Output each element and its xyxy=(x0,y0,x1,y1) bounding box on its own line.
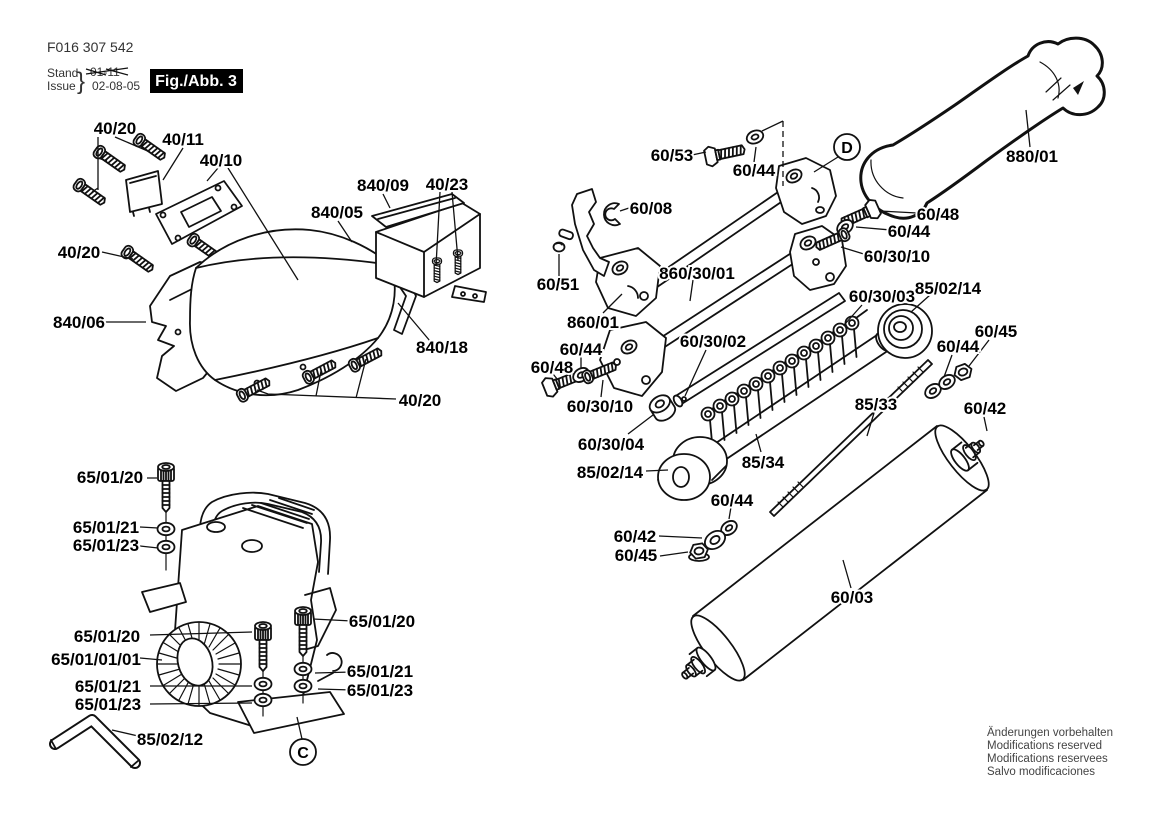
part-label: 60/42 xyxy=(613,527,657,546)
document-number: F016 307 542 xyxy=(47,39,134,55)
part-label: 40/23 xyxy=(425,175,469,194)
cap-nut-drawing xyxy=(554,243,565,252)
engine-mount-plates-drawing xyxy=(126,171,242,244)
part-label: 60/48 xyxy=(530,358,574,377)
header-block xyxy=(47,39,243,95)
stand-label: Stand xyxy=(47,66,79,80)
part-label: 60/30/10 xyxy=(566,397,634,416)
part-label: 60/44 xyxy=(559,340,603,359)
part-label: 40/20 xyxy=(57,243,101,262)
part-label: 60/30/04 xyxy=(577,435,645,454)
part-label: 880/01 xyxy=(1006,147,1058,166)
footer-note-fr: Modifications reservees xyxy=(987,753,1108,765)
callout-c-letter: C xyxy=(297,745,309,762)
part-label: 65/01/20 xyxy=(76,468,144,487)
part-label: 65/01/21 xyxy=(74,677,142,696)
part-label: 60/44 xyxy=(887,222,931,241)
hex-key-drawing xyxy=(51,720,139,767)
figure-label: Fig./Abb. 3 xyxy=(155,73,237,90)
part-label: 840/09 xyxy=(357,176,409,195)
footer-note-es: Salvo modificaciones xyxy=(987,766,1096,778)
callout-d-letter: D xyxy=(841,140,853,157)
part-label: 60/03 xyxy=(830,588,874,607)
footer-note-de: Änderungen vorbehalten xyxy=(987,727,1113,739)
tine-shaft-drawing xyxy=(647,293,845,424)
part-label: 60/44 xyxy=(732,161,776,180)
part-label: 65/01/23 xyxy=(346,681,414,700)
part-label: 85/02/14 xyxy=(914,279,982,298)
part-label: 65/01/01/01 xyxy=(51,650,141,669)
part-label: 85/02/14 xyxy=(576,463,644,482)
drive-belt-drawing xyxy=(861,38,1104,218)
part-label: 65/01/21 xyxy=(72,518,140,537)
part-label: 60/08 xyxy=(629,199,673,218)
part-label: 85/33 xyxy=(854,395,898,414)
part-label: 60/30/02 xyxy=(679,332,747,351)
part-label: 40/10 xyxy=(199,151,243,170)
retainer-clip-drawing xyxy=(327,653,342,671)
frame-bracket-right-upper xyxy=(776,158,836,224)
part-label: 60/42 xyxy=(963,399,1007,418)
part-label: 65/01/20 xyxy=(348,612,416,631)
part-label: 85/34 xyxy=(741,453,785,472)
part-label: 840/05 xyxy=(311,203,363,222)
part-label: 840/06 xyxy=(53,313,105,332)
bearing-upper-drawing xyxy=(878,304,932,358)
part-label: 840/18 xyxy=(416,338,468,357)
part-label: 60/45 xyxy=(974,322,1018,341)
frame-bracket-left-lower xyxy=(600,322,666,396)
part-label: 60/44 xyxy=(936,337,980,356)
part-label: 60/51 xyxy=(536,275,580,294)
part-label: 60/30/10 xyxy=(863,247,931,266)
part-label: 60/44 xyxy=(710,491,754,510)
part-label: 65/01/23 xyxy=(74,695,142,714)
part-label: 60/48 xyxy=(916,205,960,224)
part-label: 60/53 xyxy=(650,146,694,165)
part-label: 860/30/01 xyxy=(659,264,735,283)
brace-glyph: } xyxy=(77,68,86,95)
callout-d xyxy=(834,134,860,160)
issue-date: 02-08-05 xyxy=(92,79,141,93)
superseded-date: 01-11 xyxy=(90,65,120,79)
part-label: 65/01/23 xyxy=(72,536,140,555)
part-label: 65/01/21 xyxy=(346,662,414,681)
part-label: 40/20 xyxy=(93,119,137,138)
part-label: 85/02/12 xyxy=(136,730,204,749)
callout-c xyxy=(290,739,316,765)
part-label: 860/01 xyxy=(567,313,619,332)
part-label: 60/45 xyxy=(614,546,658,565)
part-label: 65/01/20 xyxy=(73,627,141,646)
spring-clip-drawing xyxy=(604,203,620,225)
footer-note-en: Modifications reserved xyxy=(987,740,1103,752)
part-label: 40/20 xyxy=(398,391,442,410)
issue-label: Issue xyxy=(47,79,76,93)
footer-notes xyxy=(987,727,1113,778)
part-label: 60/30/03 xyxy=(848,287,916,306)
part-label: 40/11 xyxy=(162,130,204,149)
